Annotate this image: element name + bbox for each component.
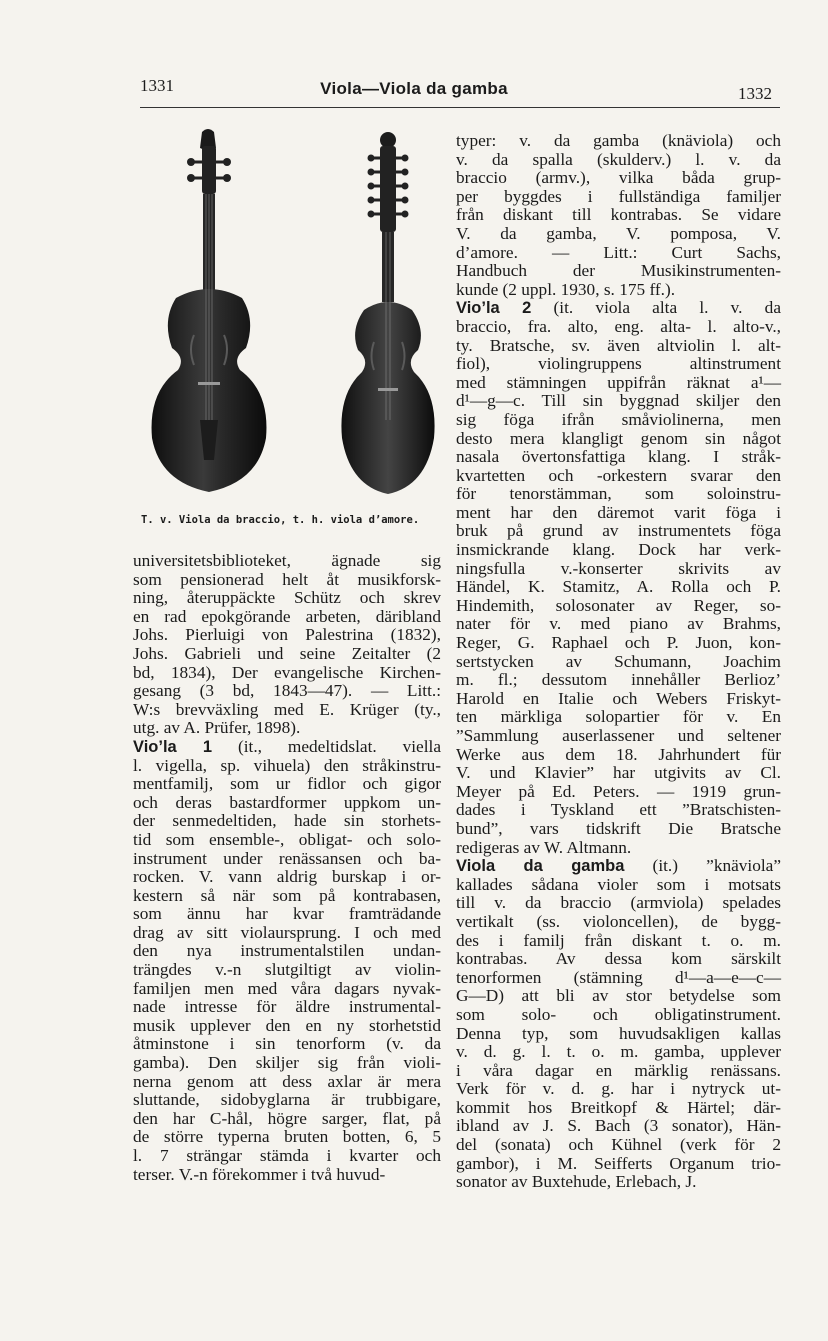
text-line: kunde (2 uppl. 1930, s. 175 ff.). [456, 279, 676, 299]
text-line: Werke aus dem 18. Jahrhundert für [456, 744, 781, 764]
text-line: sertstycken av Schumann, Joachim [456, 651, 781, 671]
figure-caption: T. v. Viola da braccio, t. h. viola d’amore. [141, 514, 420, 526]
page-number-left: 1331 [140, 76, 174, 95]
text-line: med stämningen uppifrån räknat a¹— [456, 372, 781, 392]
entry-viola-da-gamba [456, 857, 781, 1192]
text-line: dades i Tyskland ett ”Bratschisten- [456, 800, 781, 820]
text-line: per byggdes i fullständiga familjer [456, 186, 781, 206]
text-line: drag av sitt violaursprung. I och med [133, 922, 441, 942]
left-para1 [133, 552, 441, 738]
entry-headword: Vio’la 1 [133, 737, 213, 756]
text-line: Meyer på Ed. Peters. — 1919 grun- [456, 781, 781, 801]
text-line: ibland av J. S. Bach (3 sonator), Hän- [456, 1116, 781, 1136]
text-line: Viola da gamba (it.) ”knäviola” [456, 856, 781, 876]
text-line: W:s brevväxling med E. Krüger (ty., [133, 699, 441, 719]
text-line: rocken. V. vann aldrig burskap i or- [133, 867, 441, 887]
text-line: Vio’la 1 (it., medeltidslat. viella [133, 736, 441, 756]
header-rule [140, 107, 780, 108]
text-line: braccio (armv.), vilka båda grup- [456, 168, 781, 188]
text-line: Johs. Gabrieli und seine Zeitalter (2 [133, 643, 441, 663]
text-line: åtminstone i sin tenorform (v. da [133, 1034, 441, 1054]
text-line: Verk för v. d. g. har i nytryck ut- [456, 1079, 781, 1099]
text-line: v. d. g. l. t. o. m. gamba, upplever [456, 1042, 781, 1062]
entry-headword: Viola da gamba [456, 857, 625, 876]
text-line: kontrabas. Av dessa kom särskilt [456, 949, 781, 969]
text-line: kommit hos Breitkopf & Härtel; där- [456, 1097, 781, 1117]
text-line: m. fl.; dessutom innehåller Berlioz’ [456, 670, 781, 690]
text-line: den nya instrumentalstilen undan- [133, 941, 441, 961]
text-line: utg. av A. Prüfer, 1898). [133, 718, 301, 738]
running-title: Viola—Viola da gamba [320, 79, 508, 98]
text-line: i våra dagar en märklig renässans. [456, 1060, 781, 1080]
text-line: vertikalt (ss. violoncellen), de bygg- [456, 911, 781, 931]
text-line: som solo- och obligatinstrument. [456, 1004, 781, 1024]
text-line: ten märkliga solopartier för v. En [456, 707, 781, 727]
text-line: kallades sådana violer som i motsats [456, 874, 781, 894]
text-line: desto mera klangligt genom sin något [456, 428, 781, 448]
text-line: musik upplever den en ny storhetstid [133, 1015, 441, 1035]
text-line: nerna genom att dess axlar är mera [133, 1071, 441, 1091]
text-line: Vio’la 2 (it. viola alta l. v. da [456, 298, 781, 318]
text-line: nater för v. med piano av Brahms, [456, 614, 781, 634]
text-line: ningsfulla v.-konserter skrivits av [456, 558, 781, 578]
text-line: fiol), violingruppens altinstrument [456, 354, 781, 374]
text-line: den har C-hål, högre sarger, flat, på [133, 1108, 441, 1128]
text-line: Handbuch der Musikinstrumenten- [456, 261, 781, 281]
text-line: l. 7 strängar stämda i kvarter och [133, 1146, 441, 1165]
right-column [456, 132, 781, 1192]
text-line: bruk på grund av instrumentets föga [456, 521, 781, 541]
text-line: gesang (3 bd, 1843—47). — Litt.: [133, 681, 441, 701]
text-line: V. da gamba, V. pomposa, V. [456, 223, 781, 243]
text-line: Harold en Italie och Webers Friskyt- [456, 688, 781, 708]
text-line: Händel, K. Stamitz, A. Rolla och P. [456, 577, 781, 597]
entry-viola-2 [456, 299, 781, 857]
text-line: instrument under renässansen och ba- [133, 848, 441, 868]
text-line: typer: v. da gamba (knäviola) och [456, 131, 781, 150]
text-line: terser. V.-n förekommer i två huvud- [133, 1164, 386, 1184]
text-line: d¹—g—c. Till sin byggnad skiljer den [456, 391, 781, 411]
text-line: ty. Bratsche, sv. även altviolin l. alt- [456, 335, 781, 355]
page-number-right: 1332 [738, 84, 772, 103]
text-line: och deras bastardformer uppkom un- [133, 792, 441, 812]
text-line: bd, 1834), Der evangelische Kirchen- [133, 662, 441, 682]
text-line: gamba). Den skiljer sig från violi- [133, 1053, 441, 1073]
text-line: ”Sammlung auserlassener und seltener [456, 726, 781, 745]
text-line: sig föga ifrån småviolinerna, men [456, 409, 781, 429]
text-line: trängdes v.-n slutgiltigt av violin- [133, 960, 441, 980]
text-line: de större typerna bruten botten, 6, 5 [133, 1127, 441, 1147]
text-line: insmickrande klang. Dock har verk- [456, 540, 781, 560]
text-line: kvartetten och -orkestern svarar den [456, 465, 781, 485]
text-line: v. da spalla (skulderv.) l. v. da [456, 149, 781, 169]
left-column [133, 552, 441, 1184]
text-line: som pensionerad helt åt musikforsk- [133, 569, 441, 589]
viola-da-braccio-illustration [152, 129, 267, 492]
text-line: Hindemith, solosonater av Reger, so- [456, 595, 781, 615]
instrument-figure [136, 120, 446, 510]
text-line: ning, återuppäckte Schütz och skrev [133, 588, 441, 608]
text-line: V. und Klavier” har utgivits av Cl. [456, 763, 781, 783]
text-line: till v. da braccio (armviola) spelades [456, 893, 781, 913]
text-line: sluttande, sidobyglarna är trubbigare, [133, 1090, 441, 1110]
text-line: bund”, vars tidskrift Die Bratsche [456, 818, 781, 838]
text-line: mentfamilj, som ur fidlor och gigor [133, 774, 441, 794]
text-line: universitetsbiblioteket, ägnade sig [133, 551, 441, 570]
text-line: tid som ensemble-, obligat- och solo- [133, 829, 441, 849]
text-line: nasala övertonsfattiga klang. I stråk- [456, 447, 781, 467]
text-line: för tenorstämman, som soloinstru- [456, 484, 781, 504]
text-line: tenorformen (stämning d¹—a—e—c— [456, 967, 781, 987]
text-line: del (sonata) och Kühnel (verk för 2 [456, 1135, 781, 1155]
text-line: d’amore. — Litt.: Curt Sachs, [456, 242, 781, 262]
text-line: braccio, fra. alto, eng. alta- l. alto-v., [456, 316, 781, 336]
viola-d-amore-illustration [341, 132, 434, 494]
right-continuation [456, 132, 781, 299]
text-line: l. vigella, sp. vihuela) den stråkinstru- [133, 755, 441, 775]
text-line: familjen men med våra dagars nyvak- [133, 978, 441, 998]
entry-viola-1 [133, 738, 441, 1184]
entry-headword: Vio’la 2 [456, 299, 532, 318]
text-line: en rad epokgörande arbeten, däribland [133, 606, 441, 626]
text-line: ment har den däremot varit föga i [456, 502, 781, 522]
text-line: der senmedeltiden, hade sin storhets- [133, 811, 441, 831]
text-line: kestern så när som på kontrabasen, [133, 885, 441, 905]
text-line: redigeras av W. Altmann. [456, 837, 632, 857]
text-line: från diskant till kontrabas. Se vidare [456, 205, 781, 225]
text-line: Denna typ, som huvudsakligen kallas [456, 1023, 781, 1043]
text-line: som ännu har kvar framträdande [133, 904, 441, 924]
text-line: sonator av Buxtehude, Erlebach, J. [456, 1172, 697, 1192]
text-line: Johs. Pierluigi von Palestrina (1832), [133, 625, 441, 645]
text-line: gambor), i M. Seifferts Organum trio- [456, 1153, 781, 1173]
text-line: des i familj från diskant t. o. m. [456, 930, 781, 950]
text-line: G—D) att bli av stor betydelse som [456, 986, 781, 1006]
text-line: Reger, G. Raphael och P. Juon, kon- [456, 633, 781, 653]
text-line: nade intresse för äldre instrumental- [133, 997, 441, 1017]
